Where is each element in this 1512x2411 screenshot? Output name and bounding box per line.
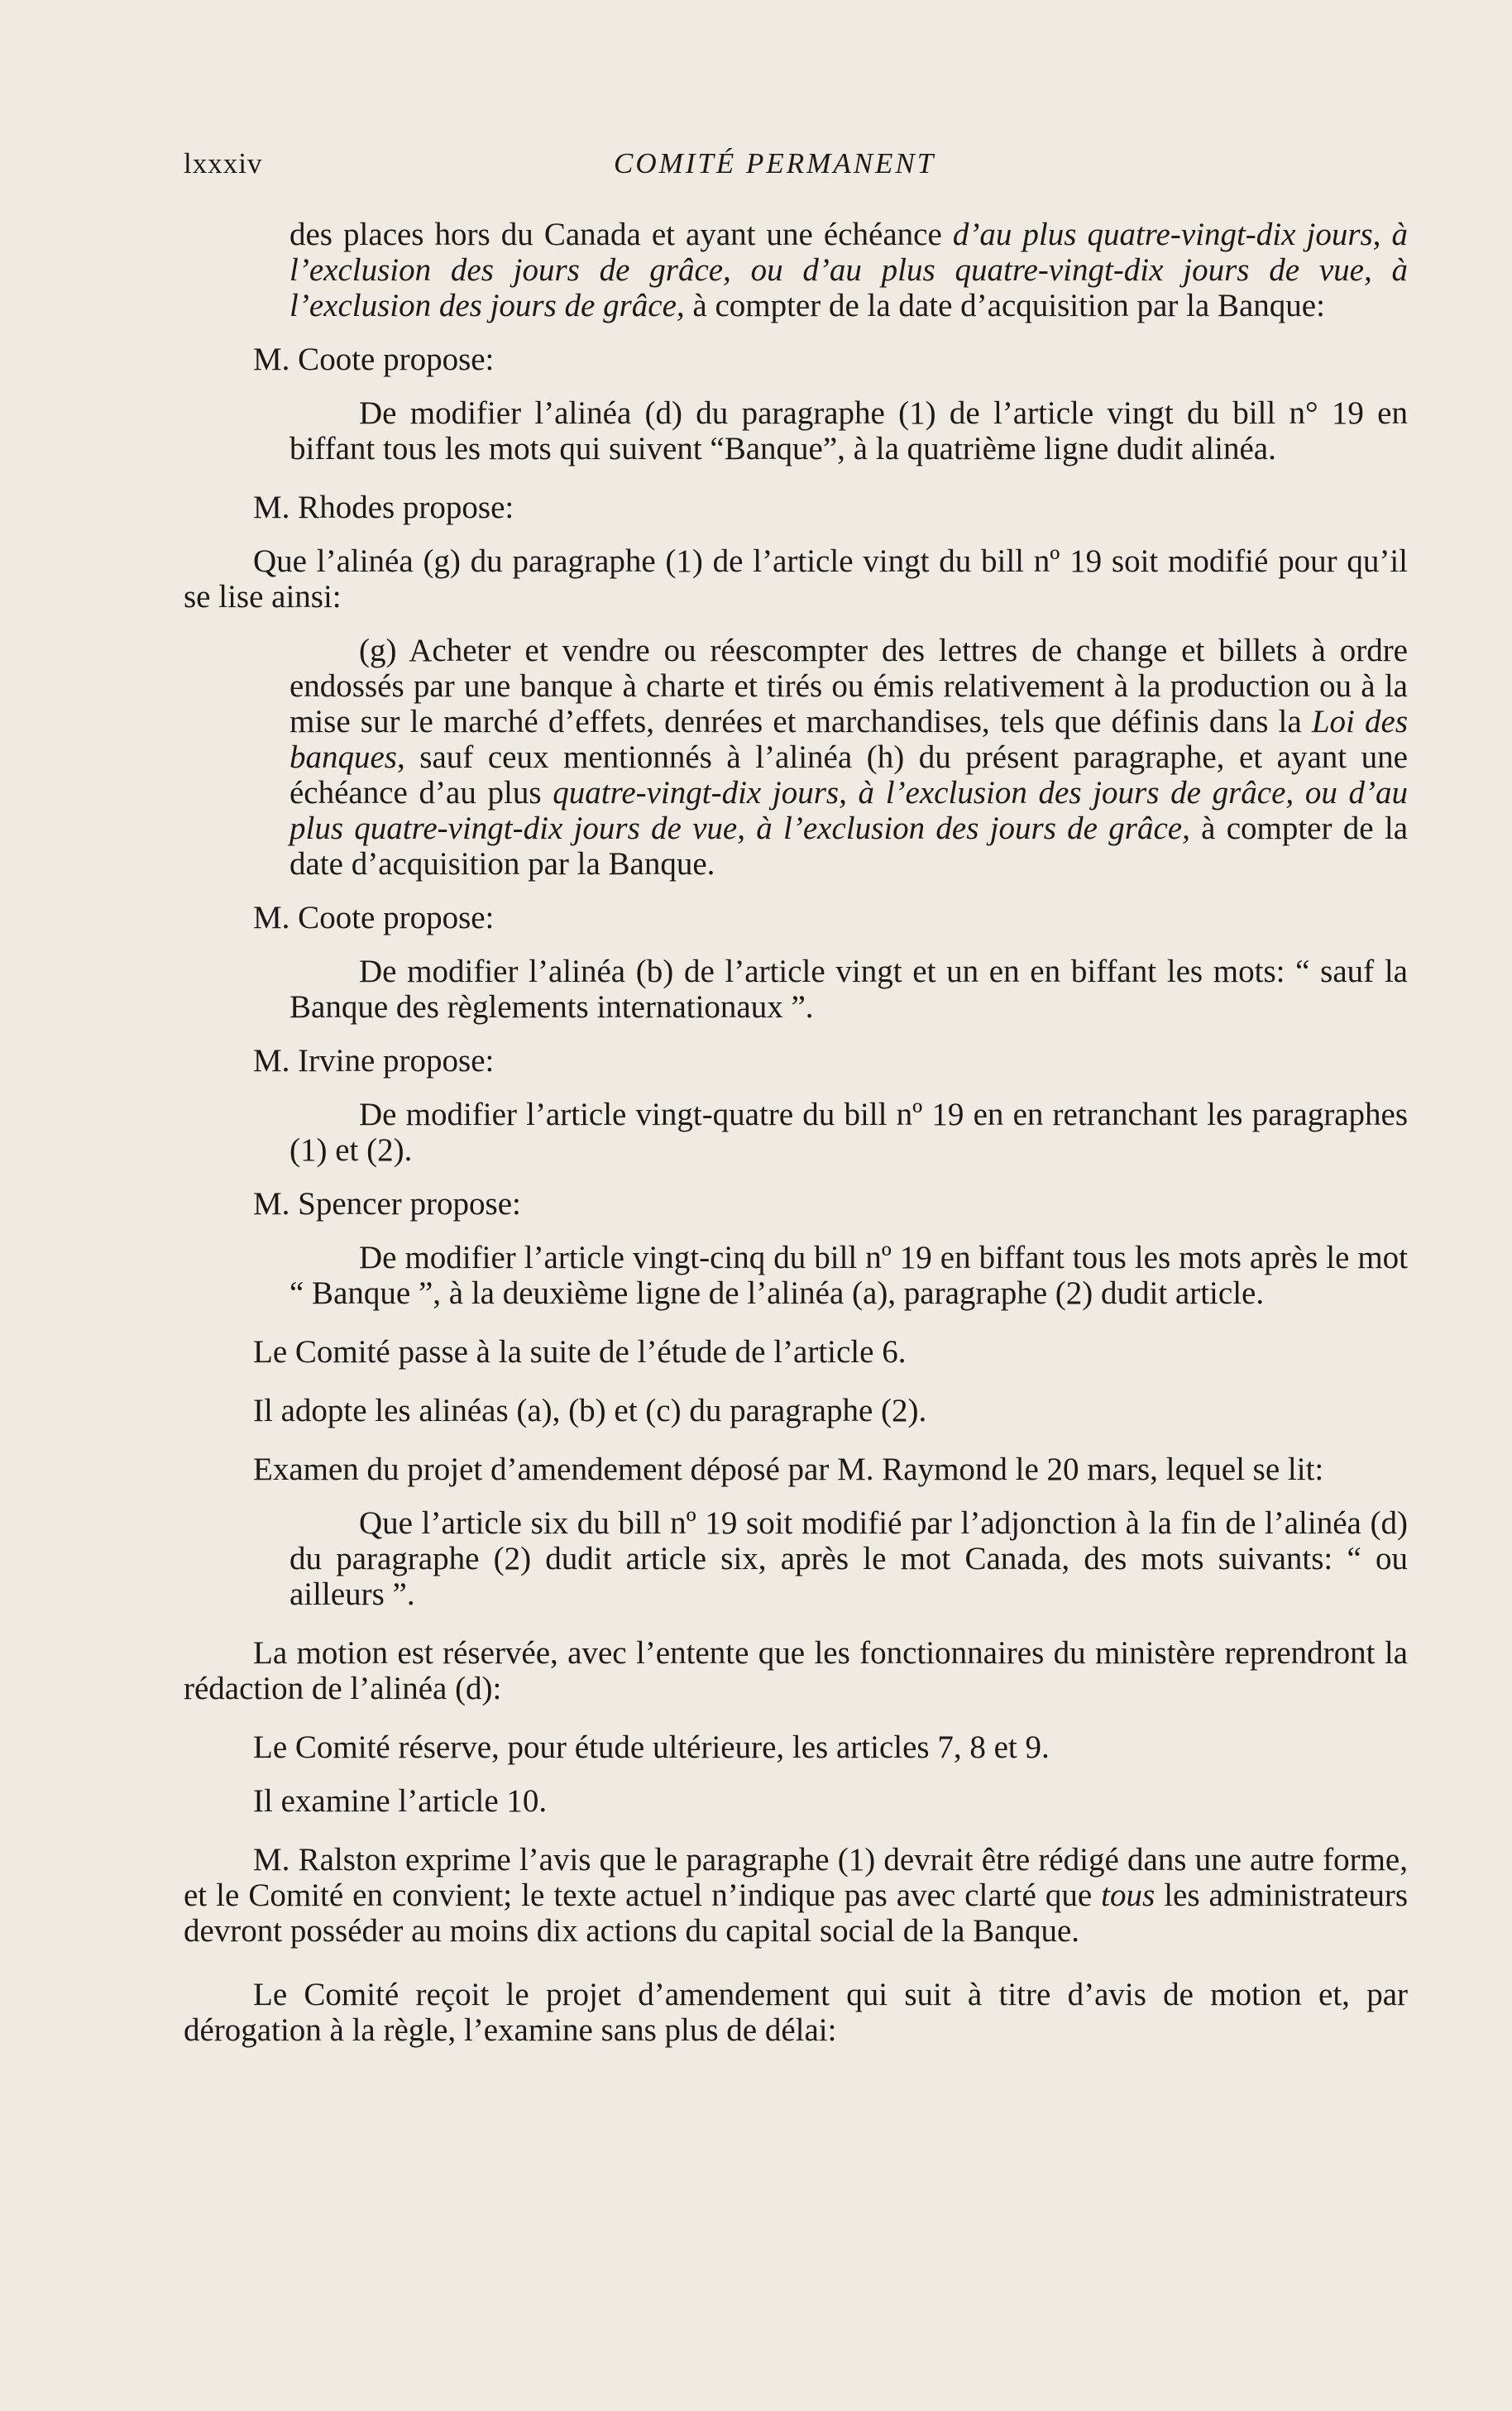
proceedings-text: Le Comité passe à la suite de l’étude de l’article 6. [253,1334,907,1370]
proceedings-text: Il adopte les alinéas (a), (b) et (c) du paragraphe (2). [253,1393,927,1428]
page-header [184,147,1408,197]
speaker-line: M. Irvine propose: [253,1043,495,1079]
speaker-line: M. Rhodes propose: [253,490,514,525]
motion-text: De modifier l’alinéa (b) de l’article vingt et un en en biffant les mots: “ sauf la Banque des règlements internationaux ”. [289,954,1408,1025]
running-title: COMITÉ PERMANENT [614,147,936,179]
proceedings-text: Le Comité reçoit le projet d’amendement qui suit à titre d’avis de motion et, par dérogation à la règle, l’examine sans plus de délai: [184,1977,1408,2048]
motion-text: De modifier l’article vingt-quatre du bill nº 19 en en retranchant les paragraphes (1) et (2). [289,1097,1408,1168]
speaker-line: M. Coote propose: [253,342,495,377]
proceedings-text: Examen du projet d’amendement déposé par M. Raymond le 20 mars, lequel se lit: [253,1452,1324,1487]
speaker-line: M. Coote propose: [253,900,495,935]
proceedings-text: M. Ralston exprime l’avis que le paragraphe (1) devrait être rédigé dans une autre forme, et le Comité en convient; le texte actuel n’indique pas avec clarté que tous les administrateurs devront posséder au moins dix actions du capital social de la Banque. [184,1842,1408,1949]
proceedings-text: Il examine l’article 10. [253,1783,548,1819]
paragraph-continuation: des places hors du Canada et ayant une échéance d’au plus quatre-vingt-dix jours, à l’exclusion des jours de grâce, ou d’au plus quatre-vingt-dix jours de vue, à l’exclusion des jours de grâce, à compter de la date d’acquisition par la Banque: [289,217,1408,323]
speaker-line: M. Spencer propose: [253,1186,521,1222]
document-body [184,217,1408,2048]
motion-text: De modifier l’article vingt-cinq du bill nº 19 en biffant tous les mots après le mot “ Banque ”, à la deuxième ligne de l’alinéa (a), paragraphe (2) dudit article. [289,1240,1408,1311]
motion-text: De modifier l’alinéa (d) du paragraphe (1) de l’article vingt du bill n° 19 en biffant tous les mots qui suivent “Banque”, à la quatrième ligne dudit alinéa. [289,395,1408,466]
quoted-amendment: Que l’article six du bill nº 19 soit modifié par l’adjonction à la fin de l’alinéa (d) du paragraphe (2) dudit article six, après le mot Canada, des mots suivants: “ ou ailleurs ”. [289,1505,1408,1612]
page-number: lxxxiv [184,147,263,179]
quoted-amendment: (g) Acheter et vendre ou réescompter des lettres de change et billets à ordre endossés par une banque à charte et tirés ou émis relativement à la production ou à la mise sur le marché d’effets, denrées et marchandises, tels que définis dans la Loi des banques, sauf ceux mentionnés à l’alinéa (h) du présent paragraphe, et ayant une échéance d’au plus quatre-vingt-dix jours, à l’exclusion des jours de grâce, ou d’au plus quatre-vingt-dix jours de vue, à l’exclusion des jours de grâce, à compter de la date d’acquisition par la Banque. [289,633,1409,882]
proceedings-text: Le Comité réserve, pour étude ultérieure, les articles 7, 8 et 9. [253,1729,1050,1765]
motion-text: Que l’alinéa (g) du paragraphe (1) de l’article vingt du bill nº 19 soit modifié pour qu’il se lise ainsi: [184,543,1408,615]
proceedings-text: La motion est réservée, avec l’entente que les fonctionnaires du ministère reprendront la rédaction de l’alinéa (d): [184,1635,1408,1706]
